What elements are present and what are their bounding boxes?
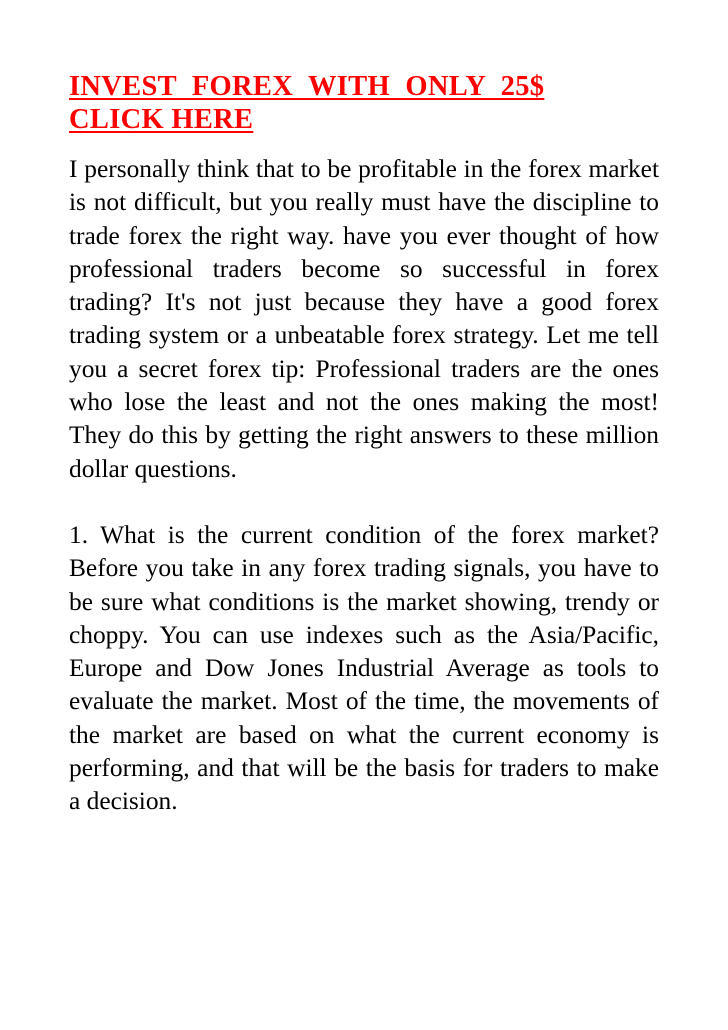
promo-line-2: CLICK HERE	[69, 104, 254, 135]
promo-line-1: INVEST FOREX WITH ONLY 25$	[69, 71, 545, 102]
document-page	[69, 70, 659, 819]
point-1-paragraph: 1. What is the current condition of the forex market? Before you take in any forex trading signals, you have to be sure what conditions is the market showing, trendy or choppy. You can use indexes such as the Asia/Pacific, Europe and Dow Jones Industrial Average as tools to evaluate the market. Most of the time, the movements of the market are based on what the current economy is performing, and that will be the basis for traders to make a decision.	[69, 520, 659, 816]
invest-forex-link[interactable]	[69, 70, 659, 136]
intro-paragraph: I personally think that to be profitable in the forex market is not difficult, but you really must have the discipline to trade forex the right way. have you ever thought of how professional traders become so successful in forex trading? It's not just because they have a good forex trading system or a unbeatable forex strategy. Let me tell you a secret forex tip: Professional traders are the ones who lose the least and not the ones making the most! They do this by getting the right answers to these million dollar questions.	[69, 155, 659, 483]
